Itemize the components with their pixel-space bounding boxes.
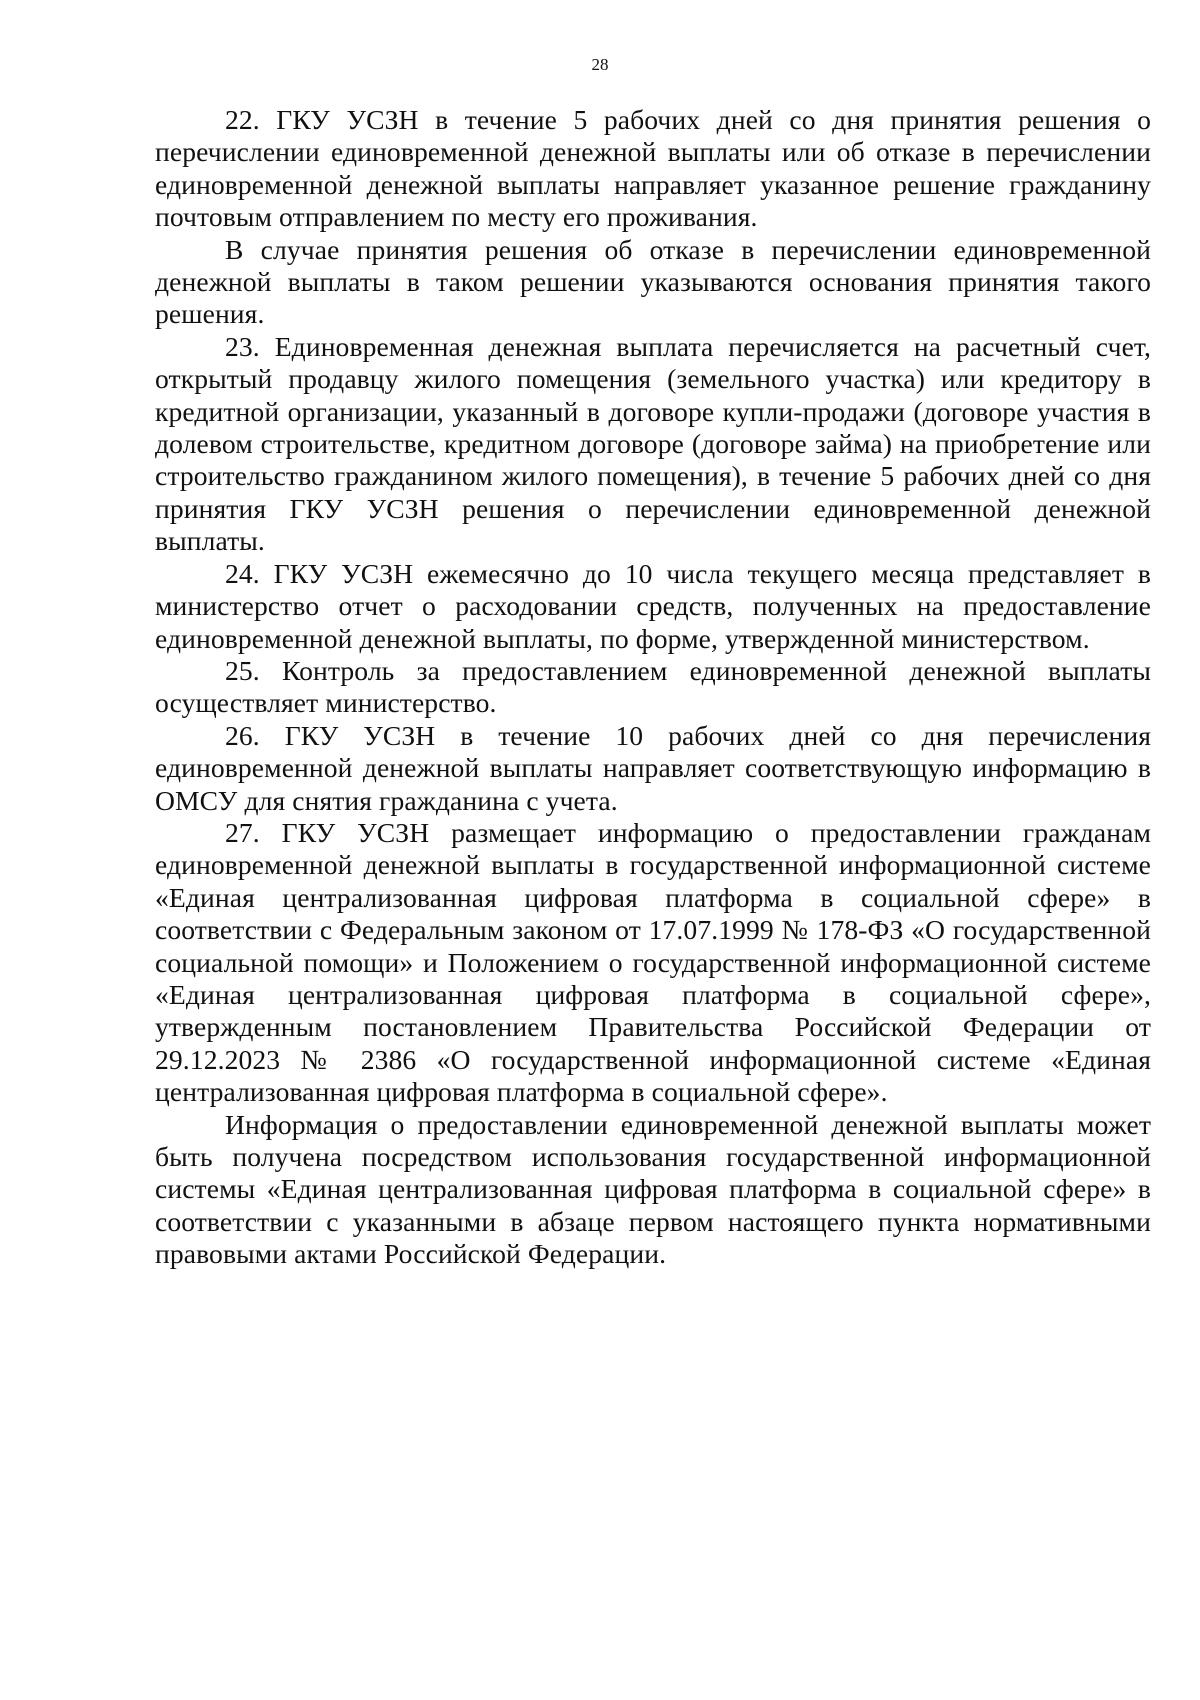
paragraph-23: 23. Единовременная денежная выплата перечисляется на расчетный счет, открытый продавцу жилого помещения (земельного участка) или кредитору в кредитной организации, указанный в договоре купли-продажи (договоре участия в долевом строительстве, кредитном договоре (договоре займа) на приобретение или строительство гражданином жилого помещения), в течение 5 рабочих дней со дня принятия ГКУ УСЗН решения о перечислении единовременной денежной выплаты.	[155, 330, 1151, 557]
paragraph-26: 26. ГКУ УСЗН в течение 10 рабочих дней со дня перечисления единовременной денежной выплаты направляет соответствующую информацию в ОМСУ для снятия гражданина с учета.	[155, 719, 1151, 816]
paragraph-27: 27. ГКУ УСЗН размещает информацию о предоставлении гражданам единовременной денежной выплаты в государственной информационной системе «Единая централизованная цифровая платформа в социальной сфере» в соответствии с Федеральным законом от 17.07.1999 № 178-ФЗ «О государственной социальной помощи» и Положением о государственной информационной системе «Единая централизованная цифровая платформа в социальной сфере», утвержденным постановлением Правительства Российской Федерации от 29.12.2023 № 2386 «О государственной информационной системе «Единая централизованная цифровая платформа в социальной сфере».	[155, 816, 1151, 1108]
paragraph-22-refusal-grounds: В случае принятия решения об отказе в перечислении единовременной денежной выплаты в таком решении указываются основания принятия такого решения.	[155, 233, 1151, 330]
paragraph-25: 25. Контроль за предоставлением единовременной денежной выплаты осуществляет министерство.	[155, 654, 1151, 719]
document-body	[155, 104, 1151, 1271]
paragraph-24: 24. ГКУ УСЗН ежемесячно до 10 числа текущего месяца представляет в министерство отчет о расходовании средств, полученных на предоставление единовременной денежной выплаты, по форме, утвержденной министерством.	[155, 557, 1151, 654]
page-number: 28	[591, 55, 609, 74]
paragraph-27-information-availability: Информация о предоставлении единовременной денежной выплаты может быть получена посредством использования государственной информационной системы «Единая централизованная цифровая платформа в социальной сфере» в соответствии с указанными в абзаце первом настоящего пункта нормативными правовыми актами Российской Федерации.	[155, 1108, 1151, 1270]
paragraph-22: 22. ГКУ УСЗН в течение 5 рабочих дней со дня принятия решения о перечислении единовременной денежной выплаты или об отказе в перечислении единовременной денежной выплаты направляет указанное решение гражданину почтовым отправлением по месту его проживания.	[155, 104, 1151, 233]
